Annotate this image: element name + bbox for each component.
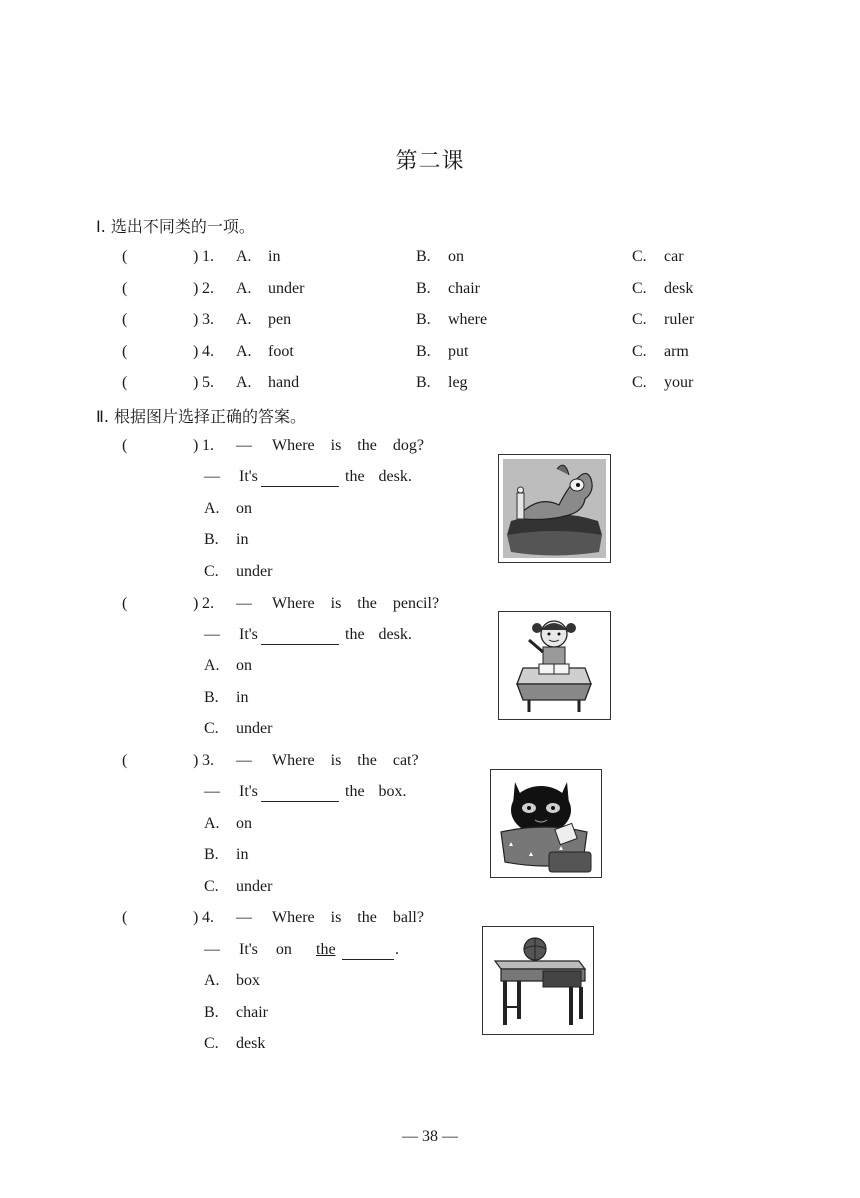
option-c-text: under: [236, 720, 273, 737]
question-dash: —: [236, 909, 252, 926]
answer-slot[interactable]: [148, 311, 192, 329]
question-text: Where is the cat?: [272, 752, 419, 769]
question-dash: —: [236, 437, 252, 454]
question-text: Where is the dog?: [272, 437, 424, 454]
section-2-heading: Ⅱ. 根据图片选择正确的答案。: [96, 407, 307, 426]
answer-paren-open: (: [122, 752, 128, 769]
answer-dash: —: [204, 783, 220, 800]
ball-on-desk-illustration: [483, 927, 593, 1034]
option-a-text: in: [268, 248, 281, 265]
question-number: 1.: [202, 437, 214, 454]
option-a-label: A.: [236, 343, 252, 360]
cat-in-box-illustration: [491, 770, 601, 877]
question-text: Where is the pencil?: [272, 595, 440, 612]
question-number: 1.: [202, 248, 214, 265]
answer-dash: —: [204, 468, 220, 485]
answer-paren-open: (: [122, 280, 128, 297]
question-number: 4.: [202, 343, 214, 360]
option-a-text: under: [268, 280, 305, 297]
answer-paren-open: (: [122, 343, 128, 360]
question-number: 3.: [202, 311, 214, 328]
option-a-label: A.: [204, 657, 220, 674]
option-b-label: B.: [416, 311, 431, 328]
option-b-label: B.: [204, 689, 219, 706]
answer-dash: —: [204, 626, 220, 643]
answer-paren-open: (: [122, 311, 128, 328]
question-number: 2.: [202, 280, 214, 297]
fill-blank[interactable]: [261, 472, 339, 487]
answer-prefix: It's: [239, 783, 258, 800]
option-a-label: A.: [204, 972, 220, 989]
answer-slot[interactable]: [148, 437, 192, 455]
ball-on-desk-image: [482, 926, 594, 1035]
question-number: 4.: [202, 909, 214, 926]
answer-suffix: the desk.: [345, 468, 412, 485]
answer-paren-close: ): [193, 752, 199, 769]
question-dash: —: [236, 752, 252, 769]
option-c-text: under: [236, 878, 273, 895]
answer-paren-open: (: [122, 437, 128, 454]
option-a-label: A.: [204, 815, 220, 832]
option-b-text: where: [448, 311, 488, 328]
option-c-text: under: [236, 563, 273, 580]
question-number: 2.: [202, 595, 214, 612]
option-a-label: A.: [204, 500, 220, 517]
option-c-label: C.: [204, 878, 219, 895]
page-title: 第二课: [395, 149, 465, 174]
answer-paren-close: ): [193, 595, 199, 612]
answer-paren-close: ): [193, 280, 199, 297]
option-b-text: put: [448, 343, 469, 360]
fill-blank[interactable]: [342, 945, 394, 960]
answer-slot[interactable]: [148, 280, 192, 298]
answer-prefix: It's: [239, 468, 258, 485]
option-a-label: A.: [236, 280, 252, 297]
answer-slot[interactable]: [148, 752, 192, 770]
dog-on-desk-illustration: [499, 455, 610, 562]
option-b-label: B.: [416, 374, 431, 391]
answer-paren-open: (: [122, 374, 128, 391]
option-c-text: car: [664, 248, 684, 265]
option-b-label: B.: [416, 343, 431, 360]
option-c-label: C.: [632, 248, 647, 265]
option-a-text: on: [236, 815, 252, 832]
answer-paren-close: ): [193, 437, 199, 454]
option-a-text: on: [236, 657, 252, 674]
option-a-text: hand: [268, 374, 300, 391]
option-a-text: box: [236, 972, 260, 989]
answer-paren-open: (: [122, 595, 128, 612]
answer-paren-close: ): [193, 248, 199, 265]
option-b-text: in: [236, 531, 249, 548]
section-1-heading: Ⅰ. 选出不同类的一项。: [96, 217, 255, 236]
answer-paren-close: ): [193, 311, 199, 328]
option-a-label: A.: [236, 248, 252, 265]
answer-prefix: It's on: [239, 941, 292, 958]
option-a-text: on: [236, 500, 252, 517]
question-dash: —: [236, 595, 252, 612]
option-b-label: B.: [204, 531, 219, 548]
answer-paren-close: ): [193, 374, 199, 391]
option-c-label: C.: [632, 280, 647, 297]
option-c-label: C.: [204, 1035, 219, 1052]
answer-slot[interactable]: [148, 343, 192, 361]
girl-at-desk-illustration: [499, 612, 610, 719]
answer-suffix: .: [395, 941, 399, 958]
question-text: Where is the ball?: [272, 909, 424, 926]
option-b-label: B.: [416, 280, 431, 297]
question-number: 3.: [202, 752, 214, 769]
option-b-text: in: [236, 846, 249, 863]
option-c-text: ruler: [664, 311, 695, 328]
option-c-label: C.: [632, 374, 647, 391]
option-c-text: arm: [664, 343, 689, 360]
option-a-text: pen: [268, 311, 292, 328]
option-b-label: B.: [204, 1004, 219, 1021]
option-b-label: B.: [204, 846, 219, 863]
option-b-text: on: [448, 248, 464, 265]
option-c-text: desk: [236, 1035, 266, 1052]
answer-slot[interactable]: [148, 909, 192, 927]
option-c-label: C.: [632, 343, 647, 360]
option-a-text: foot: [268, 343, 294, 360]
answer-dash: —: [204, 941, 220, 958]
fill-blank[interactable]: [261, 787, 339, 802]
answer-prefix: It's: [239, 626, 258, 643]
answer-slot[interactable]: [148, 595, 192, 613]
option-c-text: desk: [664, 280, 694, 297]
option-b-text: in: [236, 689, 249, 706]
option-a-label: A.: [236, 311, 252, 328]
answer-suffix: the box.: [345, 783, 407, 800]
option-c-label: C.: [632, 311, 647, 328]
answer-slot[interactable]: [148, 248, 192, 266]
option-b-text: leg: [448, 374, 468, 391]
fill-blank[interactable]: [261, 630, 339, 645]
answer-paren-open: (: [122, 909, 128, 926]
cat-in-box-image: [490, 769, 602, 878]
option-b-text: chair: [236, 1004, 268, 1021]
option-b-text: chair: [448, 280, 480, 297]
page-number: — 38 —: [402, 1128, 458, 1145]
option-c-label: C.: [204, 563, 219, 580]
answer-slot[interactable]: [148, 374, 192, 392]
option-c-label: C.: [204, 720, 219, 737]
option-c-text: your: [664, 374, 694, 391]
answer-paren-close: ): [193, 343, 199, 360]
answer-paren-open: (: [122, 248, 128, 265]
girl-at-desk-image: [498, 611, 611, 720]
option-a-label: A.: [236, 374, 252, 391]
answer-underlined-word: the: [316, 941, 336, 958]
dog-on-desk-image: [498, 454, 611, 563]
answer-paren-close: ): [193, 909, 199, 926]
question-number: 5.: [202, 374, 214, 391]
answer-suffix: the desk.: [345, 626, 412, 643]
option-b-label: B.: [416, 248, 431, 265]
